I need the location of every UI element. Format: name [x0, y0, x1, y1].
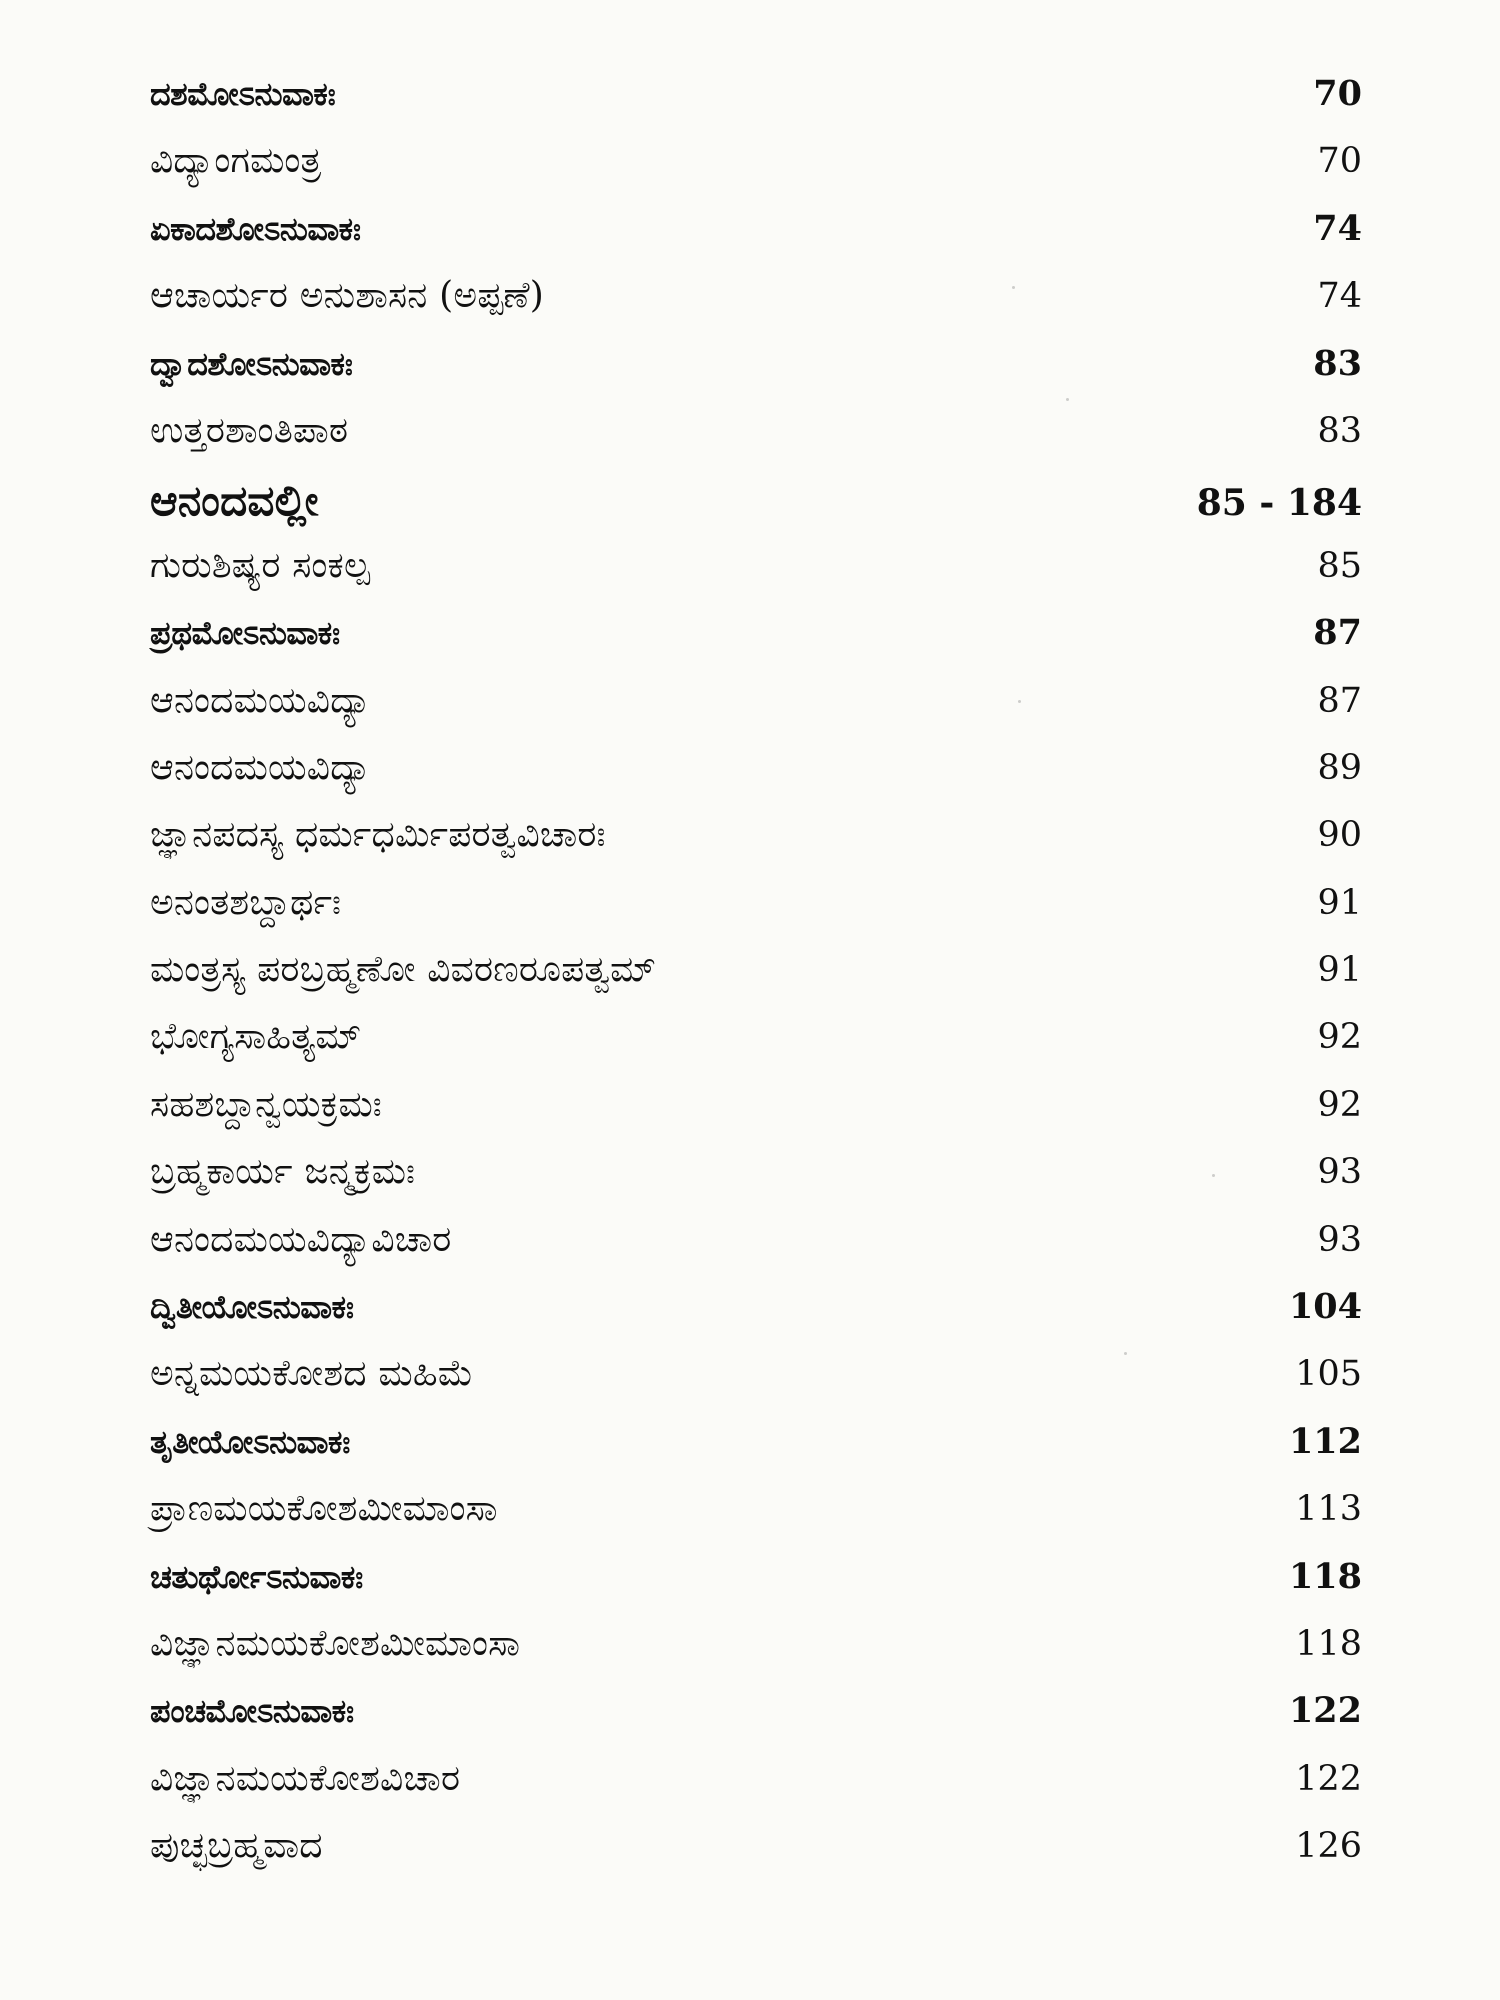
toc-entry-title: ಅನಂತಶಬ್ದಾರ್ಥಃ	[150, 881, 342, 923]
toc-entry-page-number: 91	[1317, 950, 1362, 991]
toc-entry	[150, 1555, 1362, 1626]
toc-entry	[150, 342, 1362, 413]
toc-entry-title: ಅನ್ನಮಯಕೋಶದ ಮಹಿಮೆ	[150, 1353, 474, 1395]
toc-entry-title: ಸಹಶಬ್ದಾನ್ವಯಕ್ರಮಃ	[150, 1083, 382, 1125]
toc-entry-page-number: 87	[1313, 612, 1362, 654]
toc-entry	[150, 1218, 1362, 1289]
toc-entry-title: ಆನಂದಮಯವಿದ್ಯಾ	[150, 746, 372, 788]
toc-entry-page-number: 126	[1295, 1826, 1362, 1867]
toc-entry-page-number: 104	[1288, 1286, 1362, 1328]
toc-entry	[150, 1690, 1362, 1760]
toc-entry	[150, 679, 1362, 750]
toc-entry	[150, 881, 1362, 952]
print-speck	[1066, 398, 1069, 401]
toc-entry-page-number: 70	[1317, 141, 1362, 182]
toc-entry	[150, 746, 1362, 817]
toc-entry	[150, 1488, 1362, 1558]
toc-entry-page-number: 122	[1295, 1758, 1362, 1799]
toc-entry-page-number: 113	[1295, 1489, 1362, 1530]
toc-entry-title: ತೃತೀಯೋಽನುವಾಕಃ	[150, 1422, 350, 1461]
toc-entry-page-number: 90	[1317, 815, 1362, 856]
toc-entry-page-number: 105	[1295, 1354, 1362, 1395]
toc-entry-title: ವಿಜ್ಞಾನಮಯಕೋಶಮೀಮಾಂಸಾ	[150, 1622, 521, 1664]
toc-entry-page-number: 118	[1288, 1555, 1362, 1597]
toc-entry-title: ಜ್ಞಾನಪದಸ್ಯ ಧರ್ಮಧರ್ಮಿಪರತ್ವವಿಚಾರಃ	[150, 814, 606, 856]
toc-entry	[150, 1420, 1362, 1491]
toc-entry-title: ದ್ವಾದಶೋಽನುವಾಕಃ	[150, 344, 353, 383]
toc-entry-page-number: 118	[1295, 1623, 1362, 1664]
toc-entry-page-number: 92	[1317, 1017, 1362, 1058]
toc-entry-page-number: 112	[1288, 1420, 1362, 1462]
toc-entry	[150, 275, 1362, 345]
toc-entry-title: ವಿಜ್ಞಾನಮಯಕೋಶವಿಚಾರ	[150, 1757, 461, 1799]
toc-entry-page-number: 83	[1313, 342, 1362, 384]
toc-entry-title: ಆಚಾರ್ಯರ ಅನುಶಾಸನ (ಅಪ್ಪಣೆ)	[150, 275, 545, 317]
toc-entry-title: ಪ್ರಾಣಮಯಕೋಶಮೀಮಾಂಸಾ	[150, 1488, 498, 1530]
print-speck	[1124, 1352, 1127, 1355]
toc-entry-title: ಆನಂದಮಯವಿದ್ಯಾ	[150, 679, 372, 721]
toc-entry-page-number: 93	[1317, 1152, 1362, 1193]
toc-entry-title: ಪುಚ್ಛಬ್ರಹ್ಮವಾದ	[150, 1825, 323, 1867]
toc-entry-title: ಪ್ರಥಮೋಽನುವಾಕಃ	[150, 614, 340, 653]
toc-entry-title: ವಿದ್ಯಾಂಗಮಂತ್ರ	[150, 140, 322, 182]
toc-entry-page-number: 70	[1313, 73, 1362, 114]
toc-entry	[150, 207, 1362, 278]
table-of-contents	[150, 73, 1362, 1896]
toc-entry	[150, 1151, 1362, 1221]
toc-entry	[150, 73, 1362, 143]
toc-entry	[150, 1622, 1362, 1693]
toc-entry	[150, 1825, 1362, 1895]
toc-entry	[150, 1757, 1362, 1828]
toc-entry-title: ಉತ್ತರಶಾಂತಿಪಾಠ	[150, 409, 349, 451]
toc-entry-page-number: 93	[1317, 1219, 1362, 1260]
toc-entry	[150, 476, 1362, 547]
toc-entry	[150, 612, 1362, 682]
toc-entry-page-number: 92	[1317, 1084, 1362, 1125]
toc-entry-page-number: 83	[1317, 410, 1362, 451]
print-speck	[1212, 1174, 1215, 1177]
toc-entry-page-number: 122	[1288, 1690, 1362, 1732]
toc-entry	[150, 544, 1362, 615]
toc-entry-title: ಏಕಾದಶೋಽನುವಾಕಃ	[150, 209, 361, 248]
toc-entry-page-number: 91	[1317, 882, 1362, 923]
print-speck	[1018, 700, 1021, 703]
toc-entry-page-number: 89	[1317, 747, 1362, 788]
toc-entry-page-number: 74	[1313, 207, 1362, 249]
toc-entry-title: ಮಂತ್ರಸ್ಯ ಪರಬ್ರಹ್ಮಣೋ ವಿವರಣರೂಪತ್ವಮ್	[150, 949, 657, 991]
print-speck	[1012, 286, 1015, 289]
toc-entry-page-number: 74	[1317, 276, 1362, 317]
toc-entry-title: ದ್ವಿತೀಯೋಽನುವಾಕಃ	[150, 1288, 354, 1327]
toc-entry-page-number: 85 - 184	[1196, 482, 1362, 525]
toc-entry	[150, 409, 1362, 480]
toc-entry	[150, 140, 1362, 210]
toc-entry-title: ಪಂಚಮೋಽನುವಾಕಃ	[150, 1692, 354, 1731]
toc-entry	[150, 1083, 1362, 1154]
toc-entry	[150, 814, 1362, 884]
toc-entry-page-number: 87	[1317, 680, 1362, 721]
toc-entry	[150, 1353, 1362, 1423]
toc-entry-title: ಆನಂದಮಯವಿದ್ಯಾವಿಚಾರ	[150, 1218, 452, 1260]
toc-entry	[150, 1016, 1362, 1086]
toc-entry-title: ಬ್ರಹ್ಮಕಾರ್ಯ ಜನ್ಮಕ್ರಮಃ	[150, 1151, 416, 1193]
toc-entry-title: ಗುರುಶಿಷ್ಯರ ಸಂಕಲ್ಪ	[150, 544, 371, 586]
toc-entry-title: ಚತುರ್ಥೋಽನುವಾಕಃ	[150, 1557, 363, 1596]
toc-entry-title: ಭೋಗ್ಯಸಾಹಿತ್ಯಮ್	[150, 1016, 362, 1058]
toc-entry	[150, 1286, 1362, 1356]
toc-entry-page-number: 85	[1317, 545, 1362, 586]
toc-entry-title: ಆನಂದವಲ್ಲೀ	[150, 476, 319, 526]
toc-entry	[150, 949, 1362, 1019]
toc-entry-title: ದಶಮೋಽನುವಾಕಃ	[150, 75, 336, 113]
